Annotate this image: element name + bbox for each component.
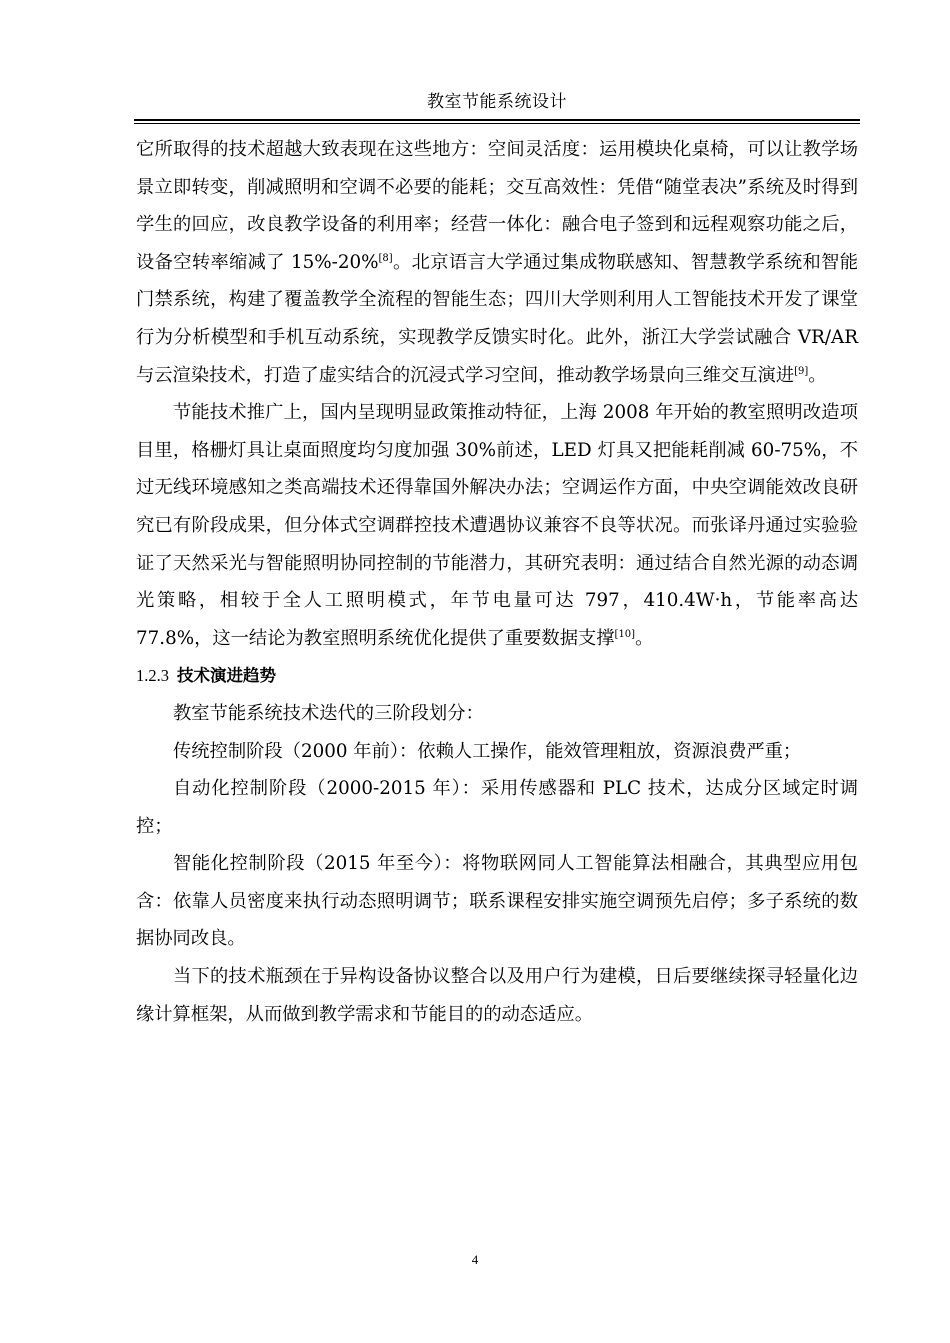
header-rule-thin <box>134 123 860 124</box>
paragraph-1-text-c: 。 <box>808 364 827 386</box>
paragraph-7: 当下的技术瓶颈在于异构设备协议整合以及用户行为建模，日后要继续探寻轻量化边缘计算框架，从而做到教学需求和节能目的的动态适应。 <box>136 966 858 1025</box>
paragraph-2-text-b: 。 <box>635 627 654 649</box>
citation-9: [9] <box>794 365 809 377</box>
paragraph-1 <box>136 131 858 394</box>
page-number: 4 <box>471 1252 479 1267</box>
paragraph-2 <box>136 394 858 657</box>
section-number: 1.2.3 <box>136 666 169 686</box>
running-header: 教室节能系统设计 <box>427 92 567 112</box>
paragraph-3: 教室节能系统技术迭代的三阶段划分： <box>173 702 484 724</box>
citation-8: [8] <box>378 252 393 264</box>
paragraph-5: 自动化控制阶段（2000-2015 年）：采用传感器和 PLC 技术，达成分区域定时调控； <box>136 778 858 837</box>
section-heading <box>136 657 858 695</box>
paragraph-4: 传统控制阶段（2000 年前）：依赖人工操作，能效管理粗放，资源浪费严重； <box>173 740 802 762</box>
citation-10: [10] <box>614 628 636 640</box>
paragraph-2-text-a: 节能技术推广上，国内呈现明显政策推动特征，上海 2008 年开始的教室照明改造项目里，格栅灯具让桌面照度均匀度加强 30%前述，LED 灯具又把能耗削减 60-75%，不过无线环境感知之类高端技术还得靠国外解决办法；空调运作方面，中央空调能效改良研究已有阶段成果，但分体式空调群控技术遭遇协议兼容不良等状况。而张译丹通过实验验证了天然采光与智能照明协同控制的节能潜力，其研究表明：通过结合自然光源的动态调光策略，相较于全人工照明模式，年节电量可达 797，410.4W·h，节能率高达 77.8%，这一结论为教室照明系统优化提供了重要数据支撑 <box>136 402 858 649</box>
section-title: 技术演进趋势 <box>177 666 276 686</box>
paragraph-1-text-a: 它所取得的技术超越大致表现在这些地方：空间灵活度：运用模块化桌椅，可以让教学场景立即转变，削减照明和空调不必要的能耗；交互高效性：凭借“随堂表决”系统及时得到学生的回应，改良教学设备的利用率；经营一体化：融合电子签到和远程观察功能之后，设备空转率缩减了 15%-20% <box>136 139 858 273</box>
header-rule-thick <box>134 119 860 121</box>
paragraph-1-text-b: 。北京语言大学通过集成物联感知、智慧教学系统和智能门禁系统，构建了覆盖教学全流程的智能生态；四川大学则利用人工智能技术开发了课堂行为分析模型和手机互动系统，实现教学反馈实时化。此外，浙江大学尝试融合 VR/AR 与云渲染技术，打造了虚实结合的沉浸式学习空间，推动教学场景向三维交互演进 <box>136 251 858 386</box>
body-text <box>136 131 858 1033</box>
paragraph-6: 智能化控制阶段（2015 年至今）：将物联网同人工智能算法相融合，其典型应用包含：依靠人员密度来执行动态照明调节；联系课程安排实施空调预先启停；多子系统的数据协同改良。 <box>136 853 858 950</box>
